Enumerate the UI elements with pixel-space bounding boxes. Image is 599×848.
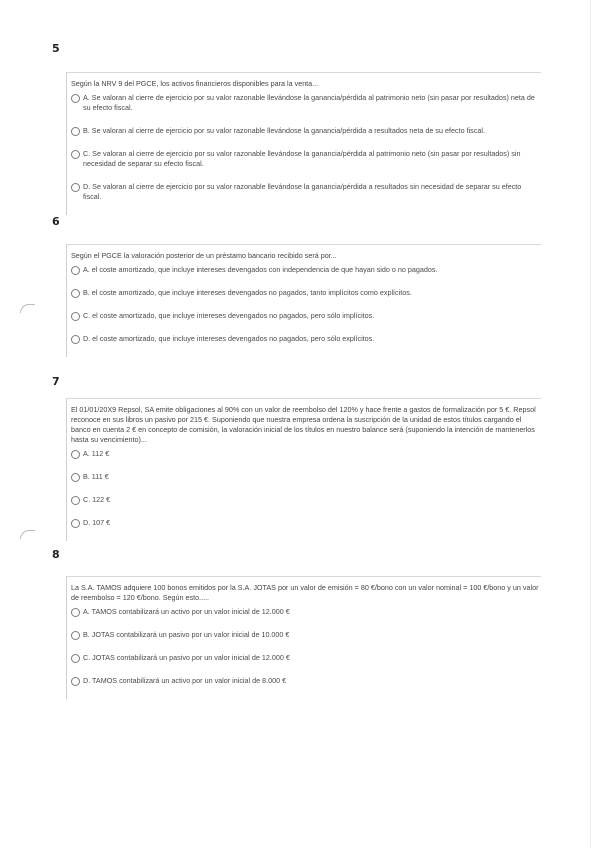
answer-option[interactable]	[71, 182, 541, 202]
radio-icon[interactable]	[71, 312, 80, 321]
answer-text: D. Se valoran al cierre de ejercicio por su valor razonable llevándose la ganancia/pérdida a resultados sin necesidad de separar su efecto fiscal.	[83, 182, 522, 201]
question-block	[66, 244, 541, 357]
answer-option[interactable]	[71, 676, 541, 686]
answer-text: B. JOTAS contabilizará un pasivo por un valor inicial de 10.000 €	[83, 630, 290, 639]
radio-icon[interactable]	[71, 335, 80, 344]
answer-text: C. 122 €	[83, 495, 111, 504]
answer-text: D. el coste amortizado, que incluye intereses devengados no pagados, pero sólo explícitos.	[83, 334, 375, 343]
question-block	[66, 398, 541, 541]
answer-option[interactable]	[71, 126, 541, 136]
answer-text: B. 111 €	[83, 472, 109, 481]
radio-icon[interactable]	[71, 631, 80, 640]
question-number: 8	[52, 548, 60, 561]
answer-text: B. el coste amortizado, que incluye intereses devengados no pagados, tanto implícitos como explícitos.	[83, 288, 412, 297]
answer-option[interactable]	[71, 311, 541, 321]
answer-text: B. Se valoran al cierre de ejercicio por su valor razonable llevándose la ganancia/pérdida a resultados neta de su efecto fiscal.	[83, 126, 485, 135]
answer-text: A. 112 €	[83, 449, 110, 458]
answer-option[interactable]	[71, 149, 541, 169]
question-stem: Según la NRV 9 del PGCE, los activos financieros disponibles para la venta...	[71, 79, 319, 88]
radio-icon[interactable]	[71, 450, 80, 459]
radio-icon[interactable]	[71, 183, 80, 192]
answer-text: A. Se valoran al cierre de ejercicio por su valor razonable llevándose la ganancia/pérdida al patrimonio neto (sin pasar por resultados) neta de su efecto fiscal.	[83, 93, 535, 112]
scan-mark	[20, 304, 35, 313]
answer-option[interactable]	[71, 607, 541, 617]
radio-icon[interactable]	[71, 150, 80, 159]
radio-icon[interactable]	[71, 654, 80, 663]
answer-text: C. JOTAS contabilizará un pasivo por un valor inicial de 12.000 €	[83, 653, 290, 662]
scan-edge	[590, 0, 591, 848]
scan-mark	[20, 530, 35, 539]
answer-text: C. Se valoran al cierre de ejercicio por su valor razonable llevándose la ganancia/pérdida al patrimonio neto (sin pasar por resultados) sin necesidad de separar su efecto fiscal.	[83, 149, 521, 168]
answer-text: A. el coste amortizado, que incluye intereses devengados con independencia de que hayan sido o no pagados.	[83, 265, 438, 274]
answer-option[interactable]	[71, 265, 541, 275]
answer-option[interactable]	[71, 288, 541, 298]
answer-option[interactable]	[71, 334, 541, 344]
question-stem: El 01/01/20X9 Repsol, SA emite obligaciones al 90% con un valor de reembolso del 120% y hace frente a gastos de formalización por 5 €. Repsol reconoce en sus libros un pasivo por 215 €. Suponiendo que nuestra empresa ordena la suscripción de la unidad de estos títulos cargando el banco en cuenta 2 € en concepto de comisión, la valoración inicial de los títulos en nuestro balance será (suponiendo la intención de mantenerlos hasta su vencimiento)...	[71, 405, 536, 444]
radio-icon[interactable]	[71, 473, 80, 482]
radio-icon[interactable]	[71, 94, 80, 103]
answer-text: A. TAMOS contabilizará un activo por un valor inicial de 12.000 €	[83, 607, 290, 616]
radio-icon[interactable]	[71, 127, 80, 136]
answer-option[interactable]	[71, 495, 541, 505]
question-number: 7	[52, 375, 60, 388]
answer-option[interactable]	[71, 449, 541, 459]
answer-text: D. TAMOS contabilizará un activo por un valor inicial de 8.000 €	[83, 676, 287, 685]
question-block	[66, 576, 541, 699]
radio-icon[interactable]	[71, 677, 80, 686]
answer-option[interactable]	[71, 472, 541, 482]
radio-icon[interactable]	[71, 289, 80, 298]
answer-option[interactable]	[71, 630, 541, 640]
answer-option[interactable]	[71, 93, 541, 113]
radio-icon[interactable]	[71, 519, 80, 528]
answer-text: D. 107 €	[83, 518, 111, 527]
radio-icon[interactable]	[71, 496, 80, 505]
radio-icon[interactable]	[71, 266, 80, 275]
answer-text: C. el coste amortizado, que incluye intereses devengados no pagados, pero sólo implícitos.	[83, 311, 375, 320]
question-number: 5	[52, 42, 60, 55]
answer-option[interactable]	[71, 518, 541, 528]
answer-option[interactable]	[71, 653, 541, 663]
question-stem: La S.A. TAMOS adquiere 100 bonos emitidos por la S.A. JOTAS por un valor de emisión = 80 €/bono con un valor nominal = 100 €/bono y un valor de reembolso = 120 €/bono. Según esto.....	[71, 583, 539, 602]
question-stem: Según el PGCE la valoración posterior de un préstamo bancario recibido será por...	[71, 251, 337, 260]
question-number: 6	[52, 215, 60, 228]
question-block	[66, 72, 541, 215]
radio-icon[interactable]	[71, 608, 80, 617]
